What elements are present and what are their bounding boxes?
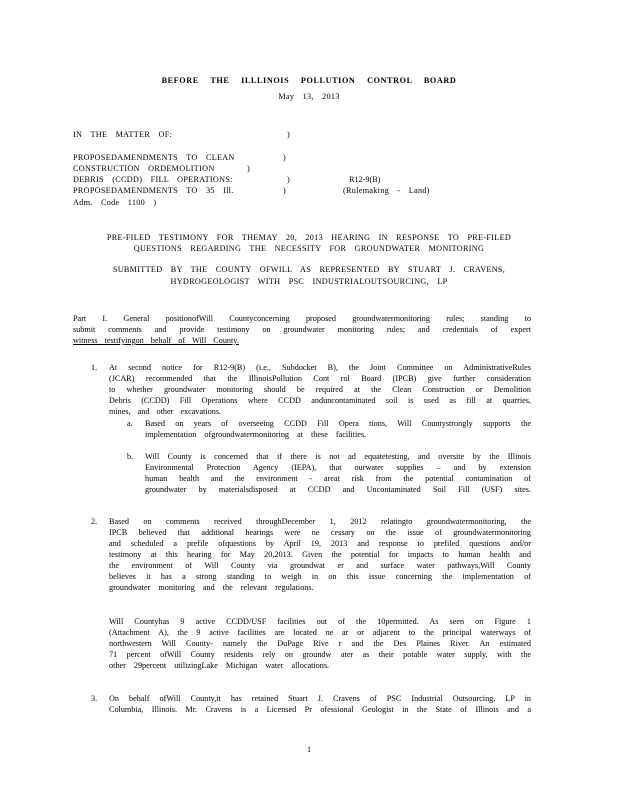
item-line: At second notice for R12-9(B) (i.e., Subdocket B), the Joint Committee on AdministrativeRules: [109, 363, 531, 372]
caption-line: PROPOSEDAMENDMENTS TO 35 Ill.: [73, 186, 234, 195]
item-number: 1.: [91, 363, 98, 372]
item-line: groundwater by materialsdisposed at CCDD and Uncontaminated Soil Fill (USF) sites.: [145, 485, 531, 494]
item-line: implementation ofgroundwatermonitoring at these facilities.: [145, 430, 367, 439]
caption-line: Adm. Code 1100 ): [73, 198, 157, 207]
testimony-heading-line: PRE-FILED TESTIMONY FOR THEMAY 20, 2013 HEARING IN RESPONSE TO PRE-FILED: [106, 233, 512, 242]
sub-item-label: a.: [127, 419, 133, 428]
item-line: other 29percent utilizingLake Michigan water allocations.: [109, 661, 330, 670]
item-line: groundwater monitoring and the relevant regulations.: [109, 583, 314, 592]
part-one-underlined: witness testifyingon behalf of Will County.: [73, 336, 239, 345]
item-line: Based on comments received throughDecember 1, 2012 relatingto groundwatermonitoring, the: [109, 517, 531, 526]
caption-line: CONSTRUCTION ORDEMOLITION: [73, 164, 215, 173]
docket-number: R12-9(B): [349, 175, 381, 184]
item-number: 3.: [91, 694, 98, 703]
item-line: IPCB believed that additional hearings were ne cessary on the issue of groundwatermonitoring: [109, 528, 531, 537]
item-line: to whether groundwater monitoring should be required at the Clean Construction or Demolition: [109, 385, 531, 394]
item-line: Columbia, Illinois. Mr. Cravens is a Licensed Pr ofessional Geologist in the State of Illinois and a: [109, 705, 531, 714]
item-line: believes it has a strong standing to weigh in on this issue concerning the implementation of: [109, 572, 531, 581]
caption-paren: ): [247, 164, 250, 173]
item-line: Will Countyhas 9 active CCDD/USF facilities out of the 10permitted. As seen on Figure 1: [109, 617, 531, 626]
matter-heading: IN THE MATTER OF:: [73, 130, 173, 139]
item-line: mines, and other excavations.: [109, 407, 222, 416]
caption-line: PROPOSEDAMENDMENTS TO CLEAN: [73, 153, 235, 162]
board-title: BEFORE THE ILLLINOIS POLLUTION CONTROL BOARD: [161, 76, 457, 85]
item-line: (Attachment A), the 9 active facilities are located ne ar or adjacent to the principal waterways of: [109, 628, 531, 637]
document-date: May 13, 2013: [278, 92, 340, 101]
part-one-line: Part I. General positionofWill Countyconcerning proposed groundwatermonitoring rules; standing to: [73, 314, 531, 323]
item-line: testimony at this hearing for May 20,2013. Given the potential for impacts to human health and: [109, 550, 531, 559]
item-line: (JCAR) recommended that the IllinoisPollution Cont rol Board (IPCB) give further consideration: [109, 374, 531, 383]
sub-item-a-text: [145, 418, 531, 440]
sub-item-label: b.: [127, 452, 134, 461]
testimony-heading-line: SUBMITTED BY THE COUNTY OFWILL AS REPRESENTED BY STUART J. CRAVENS,: [112, 265, 506, 274]
item-line: and scheduled a prefile ofquestions by April 19, 2013 and response to prefiled questions and/or: [109, 539, 531, 548]
item-line: Will County is concerned that if there is not ad equatetesting, and oversite by the Illinois: [145, 452, 531, 461]
part-one-line: submit comments and provide testimony on groundwater monitoring rules; and credentials of expert: [73, 325, 531, 334]
sub-item-b-text: [145, 451, 531, 495]
item-line: the environment of Will County via groundwat er and surface water pathways,Will County: [109, 561, 531, 570]
caption-paren: ): [287, 175, 290, 184]
item-line: On behalf ofWill County,it has retained Stuart J. Cravens of PSC Industrial Outsourcing, LP in: [109, 694, 531, 703]
item-line: Debris (CCDD) Fill Operations where CCDD anduncontaminated soil is used as fill at quarries,: [109, 396, 531, 405]
caption-paren: ): [283, 153, 286, 162]
item-line: northwestern Will County- namely the DuPage Rive r and the Des Plaines River. An estimated: [109, 639, 531, 648]
caption-paren: ): [283, 186, 286, 195]
part-one-paragraph: [73, 313, 531, 346]
item-line: 71 percent ofWill County residents rely on groundw ater as their potable water supply, with the: [109, 650, 531, 659]
item-line: human health and the environment - areat risk from the potential contamination of: [145, 474, 531, 483]
page-number: 1: [306, 745, 312, 754]
item-two-paragraph-two: [109, 616, 531, 671]
caption-paren: ): [287, 130, 290, 139]
testimony-heading-line: QUESTIONS REGARDING THE NECESSITY FOR GROUNDWATER MONITORING: [133, 244, 485, 253]
rulemaking-label: (Rulemaking - Land): [343, 186, 430, 195]
item-line: Based on years of overseeing CCDD Fill Opera tions, Will Countystrongly supports the: [145, 419, 531, 428]
item-two-text: [109, 516, 531, 593]
item-one-text: [109, 362, 531, 417]
testimony-heading-line: HYDROGEOLOGIST WITH PSC INDUSTRIALOUTSOURCING, LP: [170, 277, 448, 286]
item-number: 2.: [91, 517, 98, 526]
item-three-text: [109, 693, 531, 715]
caption-line: DEBRIS (CCDD) FILL OPERATIONS:: [73, 175, 233, 184]
item-line: Environmental Protection Agency (IEPA), that ourwater supplies – and by extension: [145, 463, 531, 472]
